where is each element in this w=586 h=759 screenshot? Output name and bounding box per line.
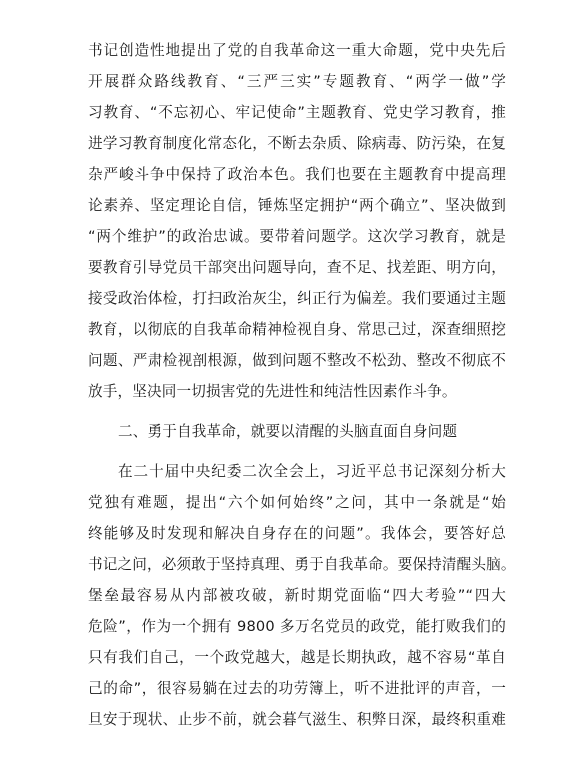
body-text-line: 党独有难题，提出“六个如何始终”之问，其中一条就是“始 (88, 494, 506, 511)
body-text-line: 接受政治体检，打扫政治灰尘，纠正行为偏差。我们要通过主题 (88, 290, 506, 307)
body-text-line: 书记之问，必须敢于坚持真理、勇于自我革命。要保持清醒头脑。 (88, 556, 516, 573)
body-text-line: 在二十届中央纪委二次全会上，习近平总书记深刻分析大 (118, 463, 506, 480)
body-text-line: 终能够及时发现和解决自身存在的问题”。我体会，要答好总 (88, 525, 506, 542)
body-text-line: 教育，以彻底的自我革命精神检视自身、常思己过，深查细照挖 (88, 321, 506, 338)
body-text-line: 要教育引导党员干部突出问题导向，查不足、找差距、明方向， (88, 259, 506, 276)
section-heading: 二、勇于自我革命，就要以清醒的头脑直面自身问题 (118, 423, 458, 440)
body-text-line: 只有我们自己，一个政党越大，越是长期执政，越不容易“革自 (88, 649, 506, 666)
body-text-line: 论素养、坚定理论自信，锤炼坚定拥护“两个确立”、坚决做到 (88, 197, 506, 214)
body-text-line: 习教育、“不忘初心、牢记使命”主题教育、党史学习教育，推 (88, 104, 506, 121)
body-text-line: 危险”，作为一个拥有 9800 多万名党员的政党，能打败我们的 (88, 618, 506, 635)
body-text-line: 进学习教育制度化常态化，不断去杂质、除病毒、防污染，在复 (88, 135, 506, 152)
body-text-line: 书记创造性地提出了党的自我革命这一重大命题，党中央先后 (88, 42, 506, 59)
body-text-line: 堡垒最容易从内部被攻破，新时期党面临“四大考验”“四大 (88, 587, 506, 604)
body-text-line: 旦安于现状、止步不前，就会暮气滋生、积弊日深，最终积重难 (88, 711, 506, 728)
body-text-line: 己的命”，很容易躺在过去的功劳簿上，听不进批评的声音，一 (88, 680, 506, 697)
body-text-line: 问题、严肃检视剖根源，做到问题不整改不松劲、整改不彻底不 (88, 352, 506, 369)
body-text-line: 放手，坚决同一切损害党的先进性和纯洁性因素作斗争。 (88, 383, 457, 400)
body-text-line: 杂严峻斗争中保持了政治本色。我们也要在主题教育中提高理 (88, 166, 506, 183)
body-text-line: “两个维护”的政治忠诚。要带着问题学。这次学习教育，就是 (88, 228, 506, 245)
body-text-line: 开展群众路线教育、“三严三实”专题教育、“两学一做”学 (88, 73, 506, 90)
